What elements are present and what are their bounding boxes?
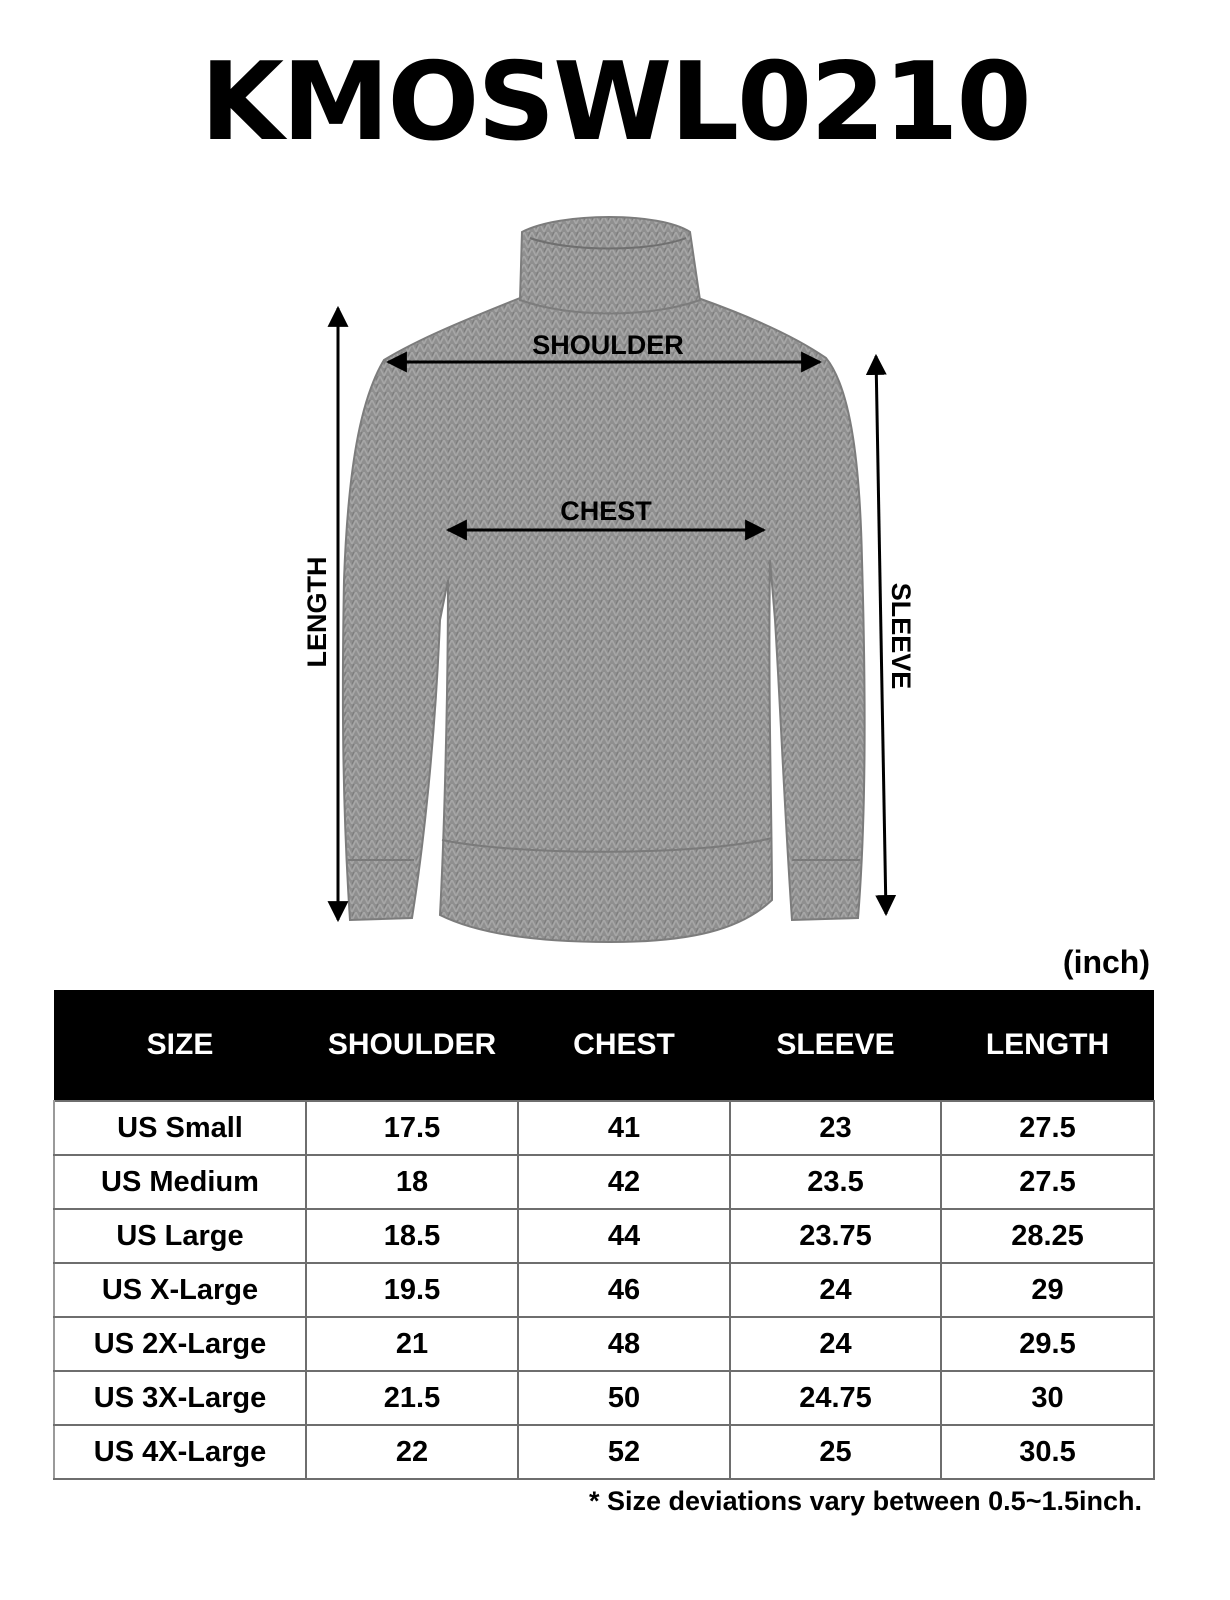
chest-cell: 50: [518, 1371, 730, 1425]
chest-cell: 42: [518, 1155, 730, 1209]
chest-cell: 52: [518, 1425, 730, 1479]
header-shoulder: SHOULDER: [306, 990, 518, 1101]
sleeve-label: SLEEVE: [886, 582, 916, 690]
sleeve-measure-arrow: [876, 356, 886, 914]
sleeve-cell: 23.5: [730, 1155, 941, 1209]
chest-cell: 41: [518, 1101, 730, 1155]
sleeve-cell: 24: [730, 1263, 941, 1317]
header-size: SIZE: [54, 990, 306, 1101]
product-code-title: KMOSWL0210: [200, 40, 1030, 165]
sleeve-cell: 24: [730, 1317, 941, 1371]
size-cell: US Small: [54, 1101, 306, 1155]
length-cell: 29.5: [941, 1317, 1154, 1371]
shoulder-cell: 18: [306, 1155, 518, 1209]
table-header-row: [54, 990, 1154, 1101]
chest-cell: 48: [518, 1317, 730, 1371]
length-cell: 27.5: [941, 1155, 1154, 1209]
shoulder-cell: 19.5: [306, 1263, 518, 1317]
size-deviation-footnote: * Size deviations vary between 0.5~1.5inch.: [589, 1486, 1142, 1516]
size-cell: US 4X-Large: [54, 1425, 306, 1479]
shoulder-label: SHOULDER: [532, 330, 684, 360]
size-cell: US Medium: [54, 1155, 306, 1209]
size-cell: US Large: [54, 1209, 306, 1263]
shoulder-cell: 21.5: [306, 1371, 518, 1425]
header-chest: CHEST: [518, 990, 730, 1101]
table-row: [54, 1263, 1154, 1317]
sleeve-cell: 23: [730, 1101, 941, 1155]
shoulder-cell: 17.5: [306, 1101, 518, 1155]
length-cell: 27.5: [941, 1101, 1154, 1155]
sleeve-cell: 24.75: [730, 1371, 941, 1425]
length-cell: 30: [941, 1371, 1154, 1425]
size-cell: US 3X-Large: [54, 1371, 306, 1425]
size-cell: US X-Large: [54, 1263, 306, 1317]
sleeve-cell: 23.75: [730, 1209, 941, 1263]
size-chart-table: [53, 990, 1155, 1480]
header-sleeve: SLEEVE: [730, 990, 941, 1101]
chest-label: CHEST: [560, 496, 652, 526]
shoulder-cell: 21: [306, 1317, 518, 1371]
table-row: [54, 1155, 1154, 1209]
shoulder-cell: 22: [306, 1425, 518, 1479]
shoulder-cell: 18.5: [306, 1209, 518, 1263]
table-row: [54, 1425, 1154, 1479]
size-cell: US 2X-Large: [54, 1317, 306, 1371]
table-row: [54, 1371, 1154, 1425]
length-cell: 29: [941, 1263, 1154, 1317]
unit-label: (inch): [1062, 944, 1150, 980]
table-row: [54, 1101, 1154, 1155]
table-row: [54, 1317, 1154, 1371]
chest-cell: 44: [518, 1209, 730, 1263]
table-row: [54, 1209, 1154, 1263]
sleeve-cell: 25: [730, 1425, 941, 1479]
header-length: LENGTH: [941, 990, 1154, 1101]
length-cell: 28.25: [941, 1209, 1154, 1263]
turtleneck-sweater-icon: [343, 217, 865, 942]
length-cell: 30.5: [941, 1425, 1154, 1479]
length-label: LENGTH: [302, 556, 332, 668]
chest-cell: 46: [518, 1263, 730, 1317]
